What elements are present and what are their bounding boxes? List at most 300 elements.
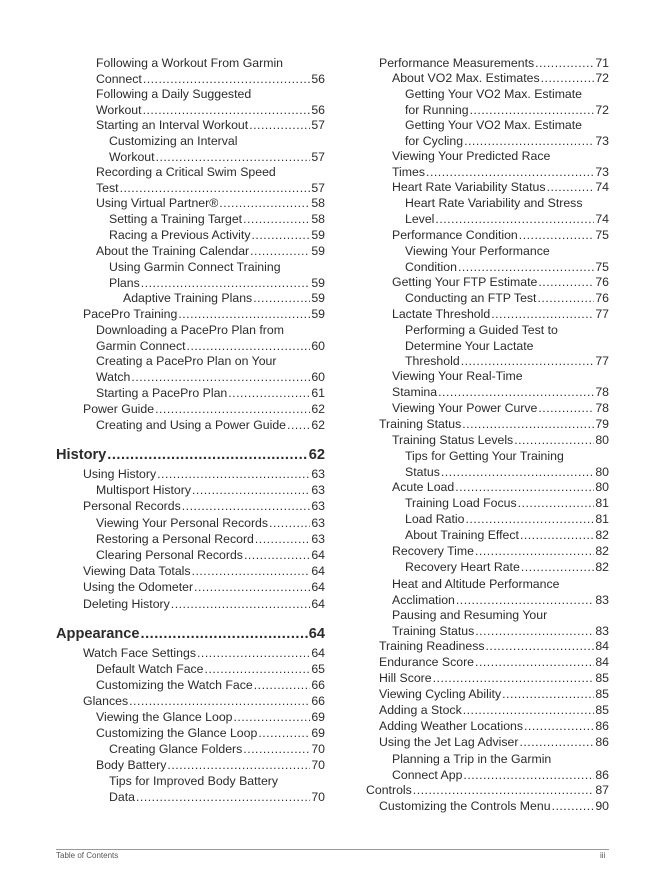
toc-entry[interactable] — [96, 548, 325, 564]
dot-leader — [187, 339, 311, 355]
dot-leader — [141, 625, 308, 643]
toc-entry[interactable] — [96, 678, 325, 694]
toc-entry[interactable] — [379, 417, 609, 433]
dot-leader — [524, 719, 594, 735]
dot-leader — [255, 532, 310, 548]
toc-page-number: 56 — [311, 71, 325, 86]
dot-leader — [470, 103, 595, 119]
toc-entry-title: Controls — [366, 783, 412, 797]
dot-leader — [535, 56, 594, 72]
dot-leader — [244, 548, 310, 564]
toc-entry-title-line: Customizing an Interval — [109, 134, 238, 148]
toc-page-number: 80 — [595, 480, 609, 494]
toc-entry[interactable] — [96, 758, 325, 774]
toc-entry[interactable] — [96, 483, 325, 499]
toc-page-number: 62 — [311, 418, 325, 432]
toc-entry-title: Connect — [96, 71, 142, 86]
toc-entry[interactable] — [83, 694, 325, 710]
toc-entry[interactable] — [109, 790, 325, 806]
toc-page-number: 63 — [311, 499, 325, 513]
toc-page-number: 69 — [311, 726, 325, 740]
dot-leader — [514, 433, 594, 449]
toc-entry-title: Customizing the Glance Loop — [96, 726, 258, 740]
toc-page-number: 82 — [595, 528, 609, 542]
dot-leader — [537, 291, 594, 307]
toc-page-number: 86 — [595, 735, 609, 749]
dot-leader — [167, 758, 310, 774]
toc-entry-title-line: Heat and Altitude Performance — [392, 577, 560, 591]
toc-entry[interactable] — [405, 496, 609, 512]
toc-page-number: 64 — [311, 580, 325, 594]
dot-leader — [243, 742, 310, 758]
toc-entry[interactable] — [405, 354, 609, 370]
dot-leader — [456, 593, 594, 609]
toc-entry-title-line: Viewing Your Real-Time — [392, 369, 523, 383]
dot-leader — [258, 726, 310, 742]
toc-page-number: 66 — [311, 694, 325, 708]
toc-entry-title: Customizing the Controls Menu — [379, 799, 551, 813]
dot-leader — [463, 768, 594, 784]
toc-page-number: 81 — [595, 512, 609, 526]
toc-page-number: 64 — [311, 564, 325, 578]
dot-leader — [486, 639, 595, 655]
toc-entry-title: Starting an Interval Workout — [96, 118, 249, 132]
dot-leader — [538, 401, 594, 417]
toc-entry-title: About Training Effect — [405, 528, 519, 542]
dot-leader — [463, 703, 595, 719]
footer-section-label: Table of Contents — [56, 851, 119, 860]
toc-entry-title: Body Battery — [96, 758, 167, 772]
toc-section-heading[interactable] — [56, 446, 325, 464]
dot-leader — [156, 150, 311, 166]
toc-entry-title: Racing a Previous Activity — [109, 228, 251, 242]
toc-entry-title: Viewing the Glance Loop — [96, 710, 233, 724]
dot-leader — [538, 275, 594, 291]
toc-entry-title: Condition — [405, 259, 457, 274]
dot-leader — [192, 483, 310, 499]
toc-page-number: 74 — [595, 180, 609, 194]
dot-leader — [250, 244, 310, 260]
toc-page-number: 80 — [595, 464, 609, 479]
toc-entry-title: Viewing Cycling Ability — [379, 687, 502, 701]
toc-entry-title: Adding a Stock — [379, 703, 462, 717]
toc-page-number: 86 — [595, 767, 609, 782]
toc-entry[interactable] — [109, 228, 325, 244]
toc-entry[interactable] — [109, 212, 325, 228]
toc-page-number: 83 — [595, 623, 609, 638]
toc-page-number: 58 — [311, 212, 325, 226]
toc-page-number: 80 — [595, 433, 609, 447]
toc-entry-title: Stamina — [392, 384, 438, 399]
dot-leader — [475, 544, 594, 560]
toc-entry-title-line: Determine Your Lactate — [405, 338, 534, 353]
toc-entry-title-line: Recording a Critical Swim Speed — [96, 165, 276, 179]
toc-page-number: 73 — [595, 133, 609, 148]
toc-entry-title: About VO2 Max. Estimates — [392, 71, 540, 85]
toc-entry[interactable] — [83, 499, 325, 515]
toc-page-number: 59 — [311, 307, 325, 321]
toc-page-number: 59 — [311, 275, 325, 290]
toc-entry-title: Customizing the Watch Face — [96, 678, 253, 692]
toc-entry[interactable] — [405, 560, 609, 576]
toc-entry-title: Personal Records — [83, 499, 181, 513]
toc-page-number: 65 — [311, 662, 325, 676]
toc-entry[interactable] — [83, 564, 325, 580]
toc-entry[interactable] — [405, 103, 609, 119]
toc-page-number: 73 — [595, 164, 609, 179]
dot-leader — [136, 790, 310, 806]
toc-entry[interactable] — [379, 56, 609, 72]
toc-entry-title: Acclimation — [392, 592, 455, 607]
toc-page-number: 60 — [311, 338, 325, 353]
dot-leader — [157, 467, 310, 483]
dot-leader — [475, 624, 594, 640]
toc-page-number: 70 — [311, 789, 325, 804]
toc-page-number: 78 — [595, 384, 609, 399]
dot-leader — [433, 671, 595, 687]
toc-entry-title: Using the Jet Lag Adviser — [379, 735, 519, 749]
toc-page-number: 63 — [311, 467, 325, 481]
toc-page-number: 66 — [311, 678, 325, 692]
toc-entry-title-line: Pausing and Resuming Your — [392, 608, 548, 622]
toc-entry[interactable] — [96, 532, 325, 548]
dot-leader — [141, 276, 311, 292]
toc-page-number: 64 — [311, 597, 325, 611]
toc-entry[interactable] — [392, 180, 609, 196]
toc-entry-title-line: Following a Workout From Garmin — [96, 56, 284, 70]
toc-entry-title: Workout — [96, 102, 142, 117]
dot-leader — [519, 228, 595, 244]
toc-entry[interactable] — [96, 103, 325, 119]
toc-page-number: 59 — [311, 291, 325, 305]
dot-leader — [462, 417, 594, 433]
toc-page-number: 64 — [311, 646, 325, 660]
toc-page-number: 82 — [595, 544, 609, 558]
dot-leader — [438, 385, 594, 401]
toc-entry-title: PacePro Training — [83, 307, 178, 321]
toc-entry-title: Multisport History — [96, 483, 191, 497]
dot-leader — [464, 134, 594, 150]
dot-leader — [194, 580, 310, 596]
toc-entry[interactable] — [96, 726, 325, 742]
dot-leader — [205, 662, 311, 678]
toc-entry[interactable] — [379, 671, 609, 687]
toc-page-number: 72 — [595, 102, 609, 117]
toc-entry[interactable] — [96, 516, 325, 532]
toc-entry[interactable] — [83, 580, 325, 596]
toc-page-number: 86 — [595, 719, 609, 733]
toc-page-number: 56 — [311, 102, 325, 117]
toc-entry[interactable] — [392, 480, 609, 496]
toc-entry[interactable] — [379, 687, 609, 703]
toc-entry[interactable] — [379, 639, 609, 655]
toc-page-number: 77 — [595, 354, 609, 368]
toc-entry-title-line: Tips for Getting Your Training — [405, 449, 564, 463]
toc-entry[interactable] — [392, 768, 609, 784]
dot-leader — [120, 181, 311, 197]
toc-entry-title: Heart Rate Variability Status — [392, 180, 546, 194]
toc-entry[interactable] — [405, 212, 609, 228]
dot-leader — [131, 370, 310, 386]
dot-leader — [143, 72, 311, 88]
toc-entry[interactable] — [405, 465, 609, 481]
toc-entry-title: Performance Measurements — [379, 56, 535, 70]
toc-page-number: 85 — [595, 703, 609, 717]
dot-leader — [519, 735, 594, 751]
dot-leader — [254, 678, 311, 694]
toc-page-number: 76 — [595, 291, 609, 305]
dot-leader — [441, 465, 594, 481]
toc-entry-title-line: Following a Daily Suggested — [96, 87, 252, 101]
toc-page-number: 69 — [311, 710, 325, 724]
toc-entry[interactable] — [83, 402, 325, 418]
toc-page-number: 82 — [595, 560, 609, 574]
dot-leader — [518, 496, 595, 512]
toc-entry-title: Training Readiness — [379, 639, 485, 653]
toc-entry-title: Adaptive Training Plans — [123, 291, 253, 305]
toc-entry[interactable] — [96, 181, 325, 197]
toc-page-number: 70 — [311, 742, 325, 756]
dot-leader — [520, 528, 594, 544]
toc-entry-title: Plans — [109, 275, 140, 290]
dot-leader — [107, 446, 307, 464]
dot-leader — [178, 307, 310, 323]
toc-page-number: 90 — [595, 799, 609, 813]
toc-page-number: 62 — [311, 402, 325, 416]
toc-entry[interactable] — [392, 307, 609, 323]
dot-leader — [491, 307, 594, 323]
toc-page-number: 64 — [308, 626, 325, 642]
toc-entry[interactable] — [392, 544, 609, 560]
toc-entry-title: Power Guide — [83, 402, 155, 416]
toc-page-number: 76 — [595, 275, 609, 289]
toc-entry[interactable] — [83, 307, 325, 323]
toc-page-number: 78 — [595, 401, 609, 415]
toc-page-number: 85 — [595, 671, 609, 685]
toc-entry-title: Viewing Data Totals — [83, 564, 191, 578]
toc-page-number: 83 — [595, 592, 609, 607]
toc-entry-title: Getting Your FTP Estimate — [392, 275, 538, 289]
toc-page-number: 87 — [595, 783, 609, 797]
toc-entry-title-line: Performing a Guided Test to — [405, 323, 558, 337]
toc-page-number: 62 — [308, 447, 325, 463]
toc-entry-title-line: Getting Your VO2 Max. Estimate — [405, 118, 583, 132]
toc-entry-title: Training Status Levels — [392, 433, 514, 447]
toc-entry-title-line: Viewing Your Performance — [405, 244, 550, 258]
dot-leader — [521, 560, 594, 576]
toc-page-number: 85 — [595, 687, 609, 701]
toc-entry-title-line: Heart Rate Variability and Stress — [405, 196, 583, 210]
toc-entry[interactable] — [392, 385, 609, 401]
dot-leader — [155, 402, 310, 418]
dot-leader — [197, 646, 310, 662]
toc-entry[interactable] — [392, 275, 609, 291]
toc-entry[interactable] — [109, 742, 325, 758]
toc-page-number: 61 — [311, 386, 325, 400]
toc-entry-title: Restoring a Personal Record — [96, 532, 254, 546]
toc-page-number: 75 — [595, 228, 609, 242]
dot-leader — [426, 165, 594, 181]
toc-entry-title: Recovery Time — [392, 544, 475, 558]
toc-entry-title: Appearance — [56, 626, 140, 642]
toc-entry-title: Training Load Focus — [405, 496, 517, 510]
toc-entry-title: Viewing Your Personal Records — [96, 516, 269, 530]
toc-entry[interactable] — [96, 418, 325, 434]
dot-leader — [234, 710, 311, 726]
dot-leader — [458, 260, 594, 276]
toc-entry-title: for Running — [405, 102, 469, 117]
toc-page-number: 70 — [311, 758, 325, 772]
toc-entry-title: Acute Load — [392, 480, 455, 494]
toc-entry-title: Watch — [96, 369, 131, 384]
toc-entry[interactable] — [83, 467, 325, 483]
toc-section-heading[interactable] — [56, 625, 325, 643]
toc-entry[interactable] — [379, 655, 609, 671]
toc-entry-title: Load Ratio — [405, 512, 465, 526]
dot-leader — [269, 516, 310, 532]
toc-page-number: 81 — [595, 496, 609, 510]
dot-leader — [182, 499, 311, 515]
toc-entry[interactable] — [96, 244, 325, 260]
toc-page-number: 58 — [311, 196, 325, 210]
toc-entry[interactable] — [96, 196, 325, 212]
toc-entry[interactable] — [96, 118, 325, 134]
toc-page-number: 60 — [311, 369, 325, 384]
toc-page-number: 64 — [311, 548, 325, 562]
dot-leader — [253, 291, 310, 307]
dot-leader — [143, 103, 311, 119]
dot-leader — [413, 783, 595, 799]
toc-entry[interactable] — [392, 228, 609, 244]
toc-entry-title: Starting a PacePro Plan — [96, 386, 228, 400]
toc-page-number: 57 — [311, 180, 325, 195]
dot-leader — [219, 196, 310, 212]
toc-entry[interactable] — [366, 783, 609, 799]
toc-page-number: 79 — [595, 417, 609, 431]
toc-entry[interactable] — [96, 339, 325, 355]
toc-entry-title: Workout — [109, 149, 155, 164]
toc-entry-title: Performance Condition — [392, 228, 518, 242]
toc-entry[interactable] — [405, 291, 609, 307]
toc-entry-title: Adding Weather Locations — [379, 719, 524, 733]
toc-entry[interactable] — [392, 433, 609, 449]
dot-leader — [243, 212, 310, 228]
footer-rule — [56, 849, 609, 850]
toc-entry[interactable] — [96, 662, 325, 678]
toc-page-number: 63 — [311, 516, 325, 530]
toc-entry-title: Training Status — [392, 623, 475, 638]
toc-entry[interactable] — [96, 370, 325, 386]
dot-leader — [455, 480, 594, 496]
toc-page-number: 63 — [311, 532, 325, 546]
toc-entry-title-line: Getting Your VO2 Max. Estimate — [405, 87, 583, 101]
dot-leader — [228, 386, 310, 402]
dot-leader — [552, 799, 595, 815]
toc-entry-title: for Cycling — [405, 133, 464, 148]
toc-entry[interactable] — [405, 528, 609, 544]
dot-leader — [502, 687, 594, 703]
toc-entry-title: Watch Face Settings — [83, 646, 196, 660]
toc-entry[interactable] — [392, 401, 609, 417]
toc-entry-title-line: Tips for Improved Body Battery — [109, 774, 279, 788]
toc-page-number: 75 — [595, 259, 609, 274]
toc-page-number: 84 — [595, 639, 609, 653]
toc-page-number: 74 — [595, 211, 609, 226]
toc-entry[interactable] — [96, 710, 325, 726]
toc-entry-title-line: Downloading a PacePro Plan from — [96, 323, 284, 337]
toc-entry[interactable] — [405, 134, 609, 150]
toc-entry[interactable] — [109, 276, 325, 292]
toc-entry-title: Connect App — [392, 767, 463, 782]
dot-leader — [192, 564, 311, 580]
toc-entry-title-line: Viewing Your Predicted Race — [392, 149, 551, 163]
toc-entry[interactable] — [123, 291, 325, 307]
dot-leader — [129, 694, 310, 710]
toc-entry-title: Conducting an FTP Test — [405, 291, 537, 305]
toc-entry-title: Threshold — [405, 354, 460, 368]
toc-entry-title: Data — [109, 789, 135, 804]
toc-entry-title: Level — [405, 211, 435, 226]
dot-leader — [287, 418, 310, 434]
toc-entry-title: Clearing Personal Records — [96, 548, 243, 562]
toc-entry-title: Glances — [83, 694, 129, 708]
toc-entry-title: Status — [405, 464, 440, 479]
toc-entry[interactable] — [83, 646, 325, 662]
toc-entry[interactable] — [392, 71, 609, 87]
toc-entry[interactable] — [379, 719, 609, 735]
toc-page-number: 57 — [311, 118, 325, 132]
toc-entry-title: Deleting History — [83, 597, 170, 611]
toc-entry-title: About the Training Calendar — [96, 244, 250, 258]
toc-entry-title: History — [56, 447, 107, 463]
dot-leader — [547, 180, 595, 196]
toc-page-number: 84 — [595, 655, 609, 669]
toc-entry[interactable] — [405, 260, 609, 276]
toc-entry-title: Recovery Heart Rate — [405, 560, 520, 574]
dot-leader — [435, 212, 594, 228]
dot-leader — [541, 71, 595, 87]
toc-entry[interactable] — [405, 512, 609, 528]
toc-page-number: 57 — [311, 149, 325, 164]
toc-entry-title: Setting a Training Target — [109, 212, 243, 226]
toc-entry[interactable] — [392, 165, 609, 181]
toc-entry-title: Lactate Threshold — [392, 307, 491, 321]
toc-entry[interactable] — [96, 386, 325, 402]
toc-entry[interactable] — [109, 150, 325, 166]
toc-entry-title: Garmin Connect — [96, 338, 186, 353]
toc-entry-title: Test — [96, 180, 119, 195]
toc-entry[interactable] — [83, 597, 325, 613]
toc-page-number: 77 — [595, 307, 609, 321]
toc-entry[interactable] — [379, 799, 609, 815]
toc-entry-title-line: Using Garmin Connect Training — [109, 260, 281, 274]
footer-page-number: iii — [600, 851, 606, 860]
toc-page-number: 59 — [311, 228, 325, 242]
toc-entry[interactable] — [379, 735, 609, 751]
dot-leader — [465, 512, 594, 528]
toc-entry-title: Times — [392, 164, 426, 179]
toc-entry[interactable] — [96, 72, 325, 88]
toc-entry[interactable] — [392, 593, 609, 609]
toc-entry-title: Default Watch Face — [96, 662, 204, 676]
toc-entry-title: Viewing Your Power Curve — [392, 401, 538, 415]
toc-entry-title: Using the Odometer — [83, 580, 194, 594]
toc-entry[interactable] — [379, 703, 609, 719]
toc-entry[interactable] — [392, 624, 609, 640]
toc-entry-title: Using History — [83, 467, 157, 481]
dot-leader — [171, 597, 311, 613]
toc-entry-title: Using Virtual Partner® — [96, 196, 219, 210]
